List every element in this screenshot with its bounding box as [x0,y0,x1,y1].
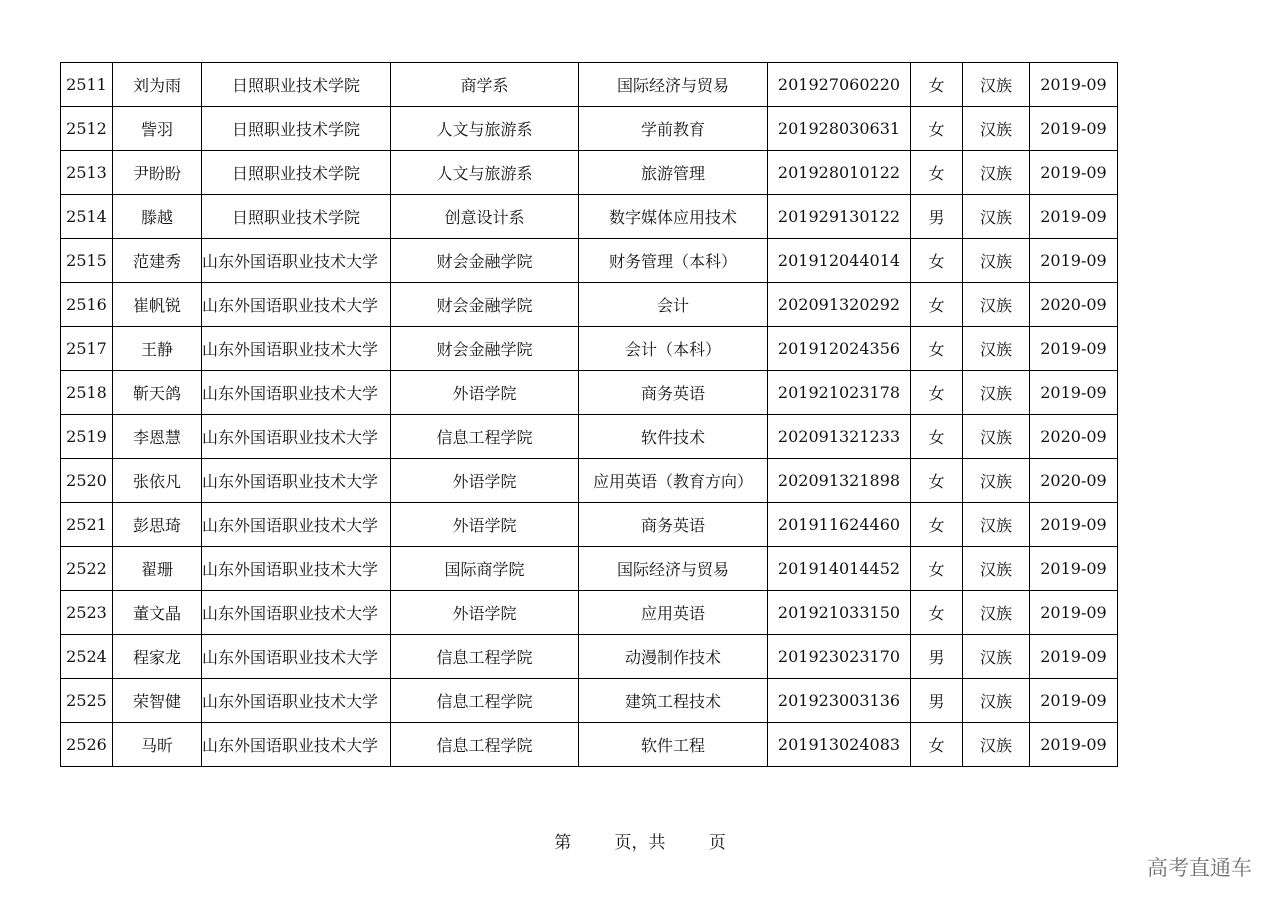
cell-gender: 女 [911,723,963,767]
cell-major: 应用英语（教育方向） [579,459,768,503]
cell-no: 2513 [61,151,113,195]
cell-gender: 女 [911,591,963,635]
page-separator: 页，共 [614,833,666,853]
cell-gender: 女 [911,63,963,107]
cell-no: 2525 [61,679,113,723]
table-row [61,547,1118,591]
cell-school-text: 山东外国语职业技术大学 [202,648,379,667]
cell-school-text: 山东外国语职业技术大学 [202,296,379,315]
cell-gender: 女 [911,283,963,327]
cell-sid: 201923023170 [768,635,911,679]
cell-ethnicity: 汉族 [963,151,1030,195]
cell-school-text: 山东外国语职业技术大学 [202,692,379,711]
cell-dept: 财会金融学院 [391,327,579,371]
cell-dept: 人文与旅游系 [391,151,579,195]
cell-name: 范建秀 [113,239,202,283]
cell-school: 日照职业技术学院 [202,107,391,151]
cell-dept: 财会金融学院 [391,283,579,327]
cell-name: 尹盼盼 [113,151,202,195]
table-row [61,415,1118,459]
cell-enroll: 2019-09 [1030,547,1118,591]
table-row [61,591,1118,635]
cell-gender: 女 [911,327,963,371]
cell-major: 旅游管理 [579,151,768,195]
cell-gender: 女 [911,107,963,151]
cell-school-text: 山东外国语职业技术大学 [202,428,379,447]
cell-enroll: 2019-09 [1030,503,1118,547]
cell-school: 日照职业技术学院 [202,195,391,239]
cell-gender: 女 [911,459,963,503]
cell-major: 国际经济与贸易 [579,547,768,591]
cell-ethnicity: 汉族 [963,679,1030,723]
cell-major: 财务管理（本科） [579,239,768,283]
page-label: 第 [554,833,572,853]
cell-dept: 国际商学院 [391,547,579,591]
cell-name: 荣智健 [113,679,202,723]
cell-school-text: 山东外国语职业技术大学 [202,340,379,359]
cell-name: 崔帆锐 [113,283,202,327]
cell-sid: 201921033150 [768,591,911,635]
cell-dept: 外语学院 [391,459,579,503]
cell-major: 软件技术 [579,415,768,459]
cell-dept: 信息工程学院 [391,635,579,679]
table-row [61,63,1118,107]
cell-gender: 女 [911,503,963,547]
cell-enroll: 2019-09 [1030,327,1118,371]
cell-name: 彭思琦 [113,503,202,547]
cell-school [202,591,391,635]
cell-gender: 男 [911,635,963,679]
cell-school-text: 山东外国语职业技术大学 [202,736,379,755]
roster-body [61,63,1118,767]
cell-name: 訾羽 [113,107,202,151]
cell-ethnicity: 汉族 [963,459,1030,503]
cell-name: 张依凡 [113,459,202,503]
cell-gender: 女 [911,371,963,415]
cell-name: 董文晶 [113,591,202,635]
cell-school [202,503,391,547]
page-footer [0,828,1280,853]
cell-school [202,679,391,723]
cell-dept: 商学系 [391,63,579,107]
cell-dept: 创意设计系 [391,195,579,239]
cell-school [202,239,391,283]
cell-enroll: 2019-09 [1030,723,1118,767]
cell-school-text: 山东外国语职业技术大学 [202,252,379,271]
cell-no: 2515 [61,239,113,283]
cell-sid: 201923003136 [768,679,911,723]
cell-dept: 财会金融学院 [391,239,579,283]
cell-enroll: 2019-09 [1030,63,1118,107]
cell-enroll: 2019-09 [1030,371,1118,415]
watermark-logo: 高考直通车 [1147,856,1252,880]
cell-enroll: 2019-09 [1030,635,1118,679]
table-row [61,635,1118,679]
cell-major: 动漫制作技术 [579,635,768,679]
table-row [61,195,1118,239]
cell-major: 软件工程 [579,723,768,767]
cell-ethnicity: 汉族 [963,327,1030,371]
table-row [61,327,1118,371]
cell-school: 日照职业技术学院 [202,151,391,195]
cell-ethnicity: 汉族 [963,591,1030,635]
cell-ethnicity: 汉族 [963,723,1030,767]
cell-dept: 信息工程学院 [391,679,579,723]
cell-sid: 201911624460 [768,503,911,547]
student-roster-table [60,62,1118,767]
cell-ethnicity: 汉族 [963,195,1030,239]
cell-major: 学前教育 [579,107,768,151]
cell-school [202,327,391,371]
cell-sid: 201928030631 [768,107,911,151]
cell-school-text: 山东外国语职业技术大学 [202,604,379,623]
cell-school [202,283,391,327]
cell-major: 建筑工程技术 [579,679,768,723]
cell-school-text: 山东外国语职业技术大学 [202,516,379,535]
cell-ethnicity: 汉族 [963,283,1030,327]
cell-gender: 男 [911,679,963,723]
cell-sid: 201912044014 [768,239,911,283]
cell-ethnicity: 汉族 [963,63,1030,107]
cell-sid: 202091320292 [768,283,911,327]
cell-gender: 男 [911,195,963,239]
cell-gender: 女 [911,415,963,459]
table-row [61,459,1118,503]
cell-sid: 202091321233 [768,415,911,459]
cell-sid: 201928010122 [768,151,911,195]
cell-sid: 201912024356 [768,327,911,371]
table-row [61,239,1118,283]
cell-school [202,459,391,503]
cell-enroll: 2020-09 [1030,415,1118,459]
cell-enroll: 2019-09 [1030,151,1118,195]
cell-major: 会计 [579,283,768,327]
cell-dept: 信息工程学院 [391,723,579,767]
cell-name: 马昕 [113,723,202,767]
cell-enroll: 2019-09 [1030,591,1118,635]
table-row [61,283,1118,327]
cell-dept: 外语学院 [391,371,579,415]
cell-gender: 女 [911,151,963,195]
table-row [61,151,1118,195]
cell-no: 2517 [61,327,113,371]
cell-school [202,723,391,767]
cell-major: 商务英语 [579,371,768,415]
cell-no: 2514 [61,195,113,239]
cell-enroll: 2019-09 [1030,239,1118,283]
cell-school: 日照职业技术学院 [202,63,391,107]
table-row [61,679,1118,723]
cell-major: 会计（本科） [579,327,768,371]
cell-ethnicity: 汉族 [963,239,1030,283]
cell-name: 王静 [113,327,202,371]
page-end-label: 页 [708,833,726,853]
cell-enroll: 2020-09 [1030,283,1118,327]
cell-ethnicity: 汉族 [963,371,1030,415]
cell-no: 2520 [61,459,113,503]
cell-sid: 202091321898 [768,459,911,503]
cell-name: 程家龙 [113,635,202,679]
cell-ethnicity: 汉族 [963,107,1030,151]
table-row [61,371,1118,415]
cell-no: 2523 [61,591,113,635]
cell-no: 2521 [61,503,113,547]
cell-sid: 201914014452 [768,547,911,591]
cell-ethnicity: 汉族 [963,415,1030,459]
cell-no: 2518 [61,371,113,415]
cell-name: 李恩慧 [113,415,202,459]
cell-gender: 女 [911,547,963,591]
cell-no: 2526 [61,723,113,767]
cell-sid: 201927060220 [768,63,911,107]
cell-school [202,635,391,679]
cell-gender: 女 [911,239,963,283]
cell-no: 2522 [61,547,113,591]
cell-ethnicity: 汉族 [963,503,1030,547]
cell-name: 翟珊 [113,547,202,591]
cell-enroll: 2019-09 [1030,107,1118,151]
cell-dept: 信息工程学院 [391,415,579,459]
table-row [61,723,1118,767]
table-row [61,107,1118,151]
cell-major: 应用英语 [579,591,768,635]
cell-sid: 201913024083 [768,723,911,767]
cell-school [202,547,391,591]
cell-no: 2511 [61,63,113,107]
cell-dept: 人文与旅游系 [391,107,579,151]
cell-major: 商务英语 [579,503,768,547]
cell-enroll: 2020-09 [1030,459,1118,503]
cell-school-text: 山东外国语职业技术大学 [202,472,379,491]
cell-no: 2512 [61,107,113,151]
cell-name: 靳天鸽 [113,371,202,415]
cell-sid: 201921023178 [768,371,911,415]
cell-school-text: 山东外国语职业技术大学 [202,560,379,579]
cell-enroll: 2019-09 [1030,679,1118,723]
cell-no: 2524 [61,635,113,679]
cell-school [202,371,391,415]
cell-no: 2519 [61,415,113,459]
cell-sid: 201929130122 [768,195,911,239]
cell-school [202,415,391,459]
table-row [61,503,1118,547]
cell-major: 数字媒体应用技术 [579,195,768,239]
cell-ethnicity: 汉族 [963,635,1030,679]
cell-enroll: 2019-09 [1030,195,1118,239]
cell-dept: 外语学院 [391,591,579,635]
cell-school-text: 山东外国语职业技术大学 [202,384,379,403]
cell-name: 滕越 [113,195,202,239]
cell-dept: 外语学院 [391,503,579,547]
cell-no: 2516 [61,283,113,327]
cell-major: 国际经济与贸易 [579,63,768,107]
cell-ethnicity: 汉族 [963,547,1030,591]
cell-name: 刘为雨 [113,63,202,107]
